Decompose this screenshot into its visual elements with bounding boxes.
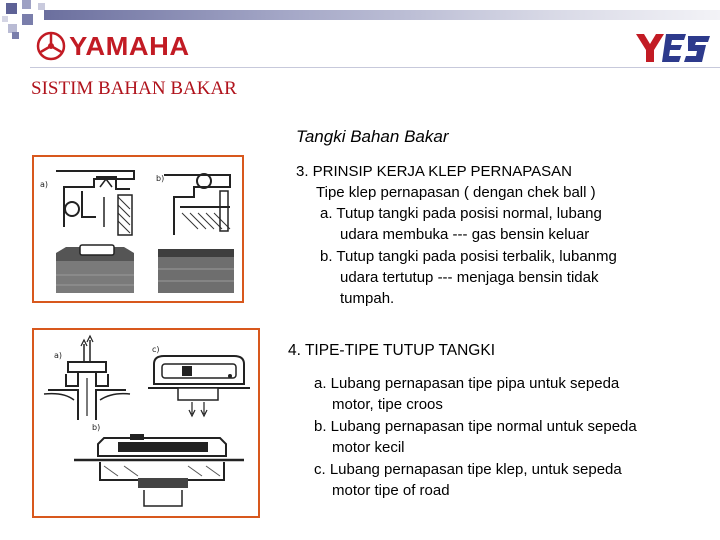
yamaha-logo bbox=[36, 30, 190, 62]
fig2-label-a: a) bbox=[54, 351, 63, 360]
section4-item-c-line2: motor tipe of road bbox=[332, 482, 450, 499]
yes-logo bbox=[636, 32, 712, 69]
section3-intro: Tipe klep pernapasan ( dengan chek ball ) bbox=[316, 184, 596, 201]
page-title: SISTIM BAHAN BAKAR bbox=[31, 78, 237, 99]
section3-item-a-line1: a. Tutup tangki pada posisi normal, lubang bbox=[320, 205, 602, 222]
fig2-label-b: b) bbox=[92, 423, 101, 432]
section4-heading: 4. TIPE-TIPE TUTUP TANGKI bbox=[288, 342, 496, 359]
section-subtitle: Tangki Bahan Bakar bbox=[296, 127, 449, 146]
section3-item-a-line2: udara membuka --- gas bensin keluar bbox=[340, 226, 590, 243]
section4-item-a-line2: motor, tipe croos bbox=[332, 396, 443, 413]
section4-item-c-line1: c. Lubang pernapasan tipe klep, untuk sepeda bbox=[314, 461, 622, 478]
fig1-label-a: a) bbox=[40, 180, 49, 189]
section4-item-b-line2: motor kecil bbox=[332, 439, 405, 456]
section3-item-b-line1: b. Tutup tangki pada posisi terbalik, lubanmg bbox=[320, 248, 617, 265]
section3-heading: 3. PRINSIP KERJA KLEP PERNAPASAN bbox=[296, 163, 572, 180]
tuning-fork-icon bbox=[36, 31, 66, 61]
section4-item-b-line1: b. Lubang pernapasan tipe normal untuk sepeda bbox=[314, 418, 637, 435]
section3-item-b-line3: tumpah. bbox=[340, 290, 395, 307]
section4-item-a-line1: a. Lubang pernapasan tipe pipa untuk sepeda bbox=[314, 375, 620, 392]
header-bar bbox=[44, 10, 720, 20]
fig1-label-b: b) bbox=[156, 174, 165, 183]
fig2-label-c: c) bbox=[152, 345, 160, 354]
brand-name: YAMAHA bbox=[69, 30, 190, 61]
section3-item-b-line2: udara tertutup --- menjaga bensin tidak bbox=[340, 269, 599, 286]
header-divider bbox=[30, 67, 720, 68]
tank-cap-types-figure bbox=[32, 328, 260, 518]
breather-valve-figure bbox=[32, 155, 244, 303]
